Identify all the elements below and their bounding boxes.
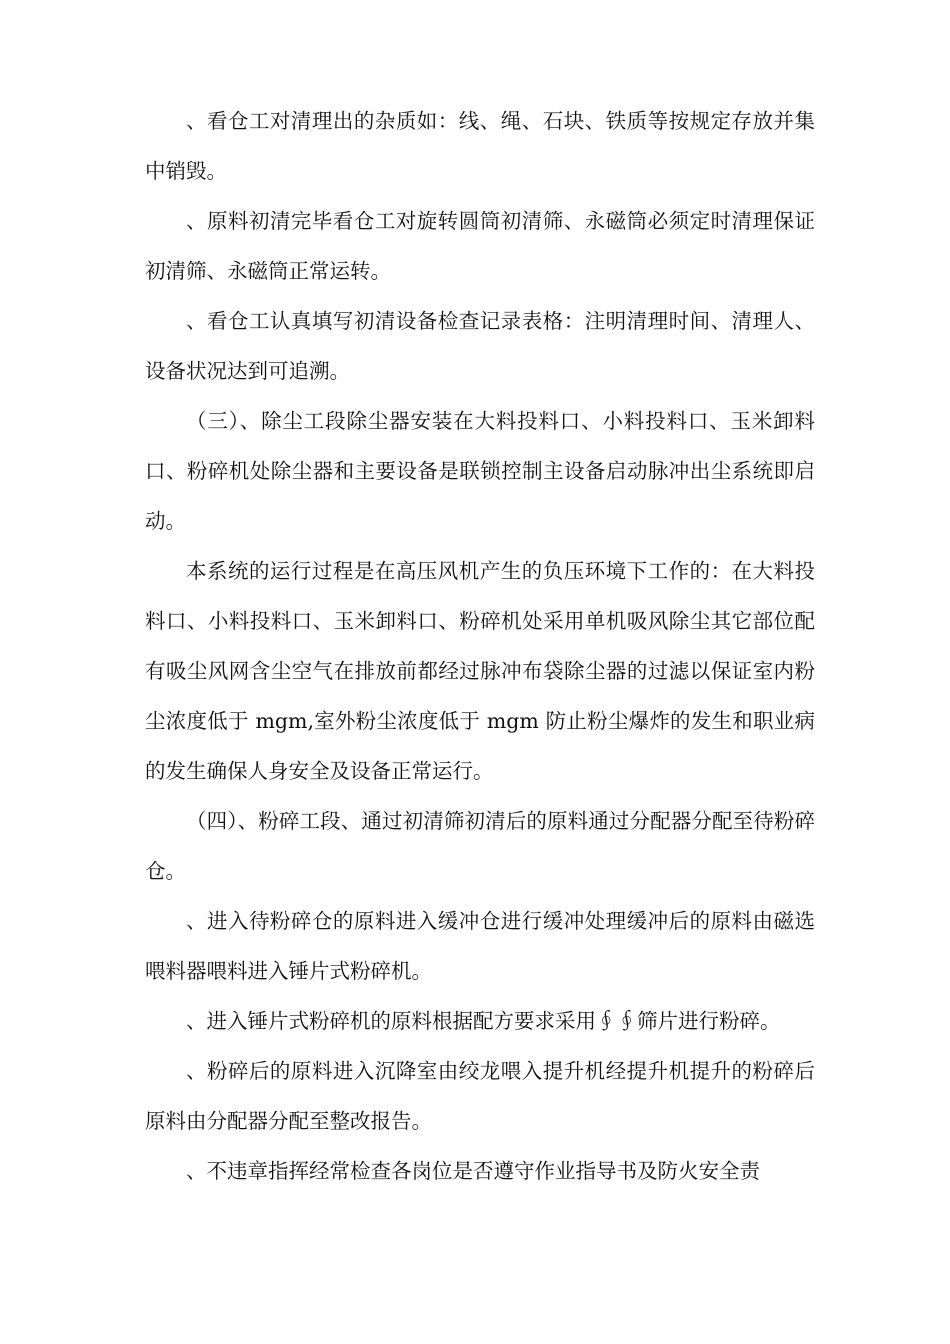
paragraph-5: 本系统的运行过程是在高压风机产生的负压环境下工作的：在大料投料口、小料投料口、玉米卸料口、粉碎机处采用单机吸风除尘其它部位配有吸尘风网含尘空气在排放前都经过脉冲布袋除尘器的过滤以保证室内粉尘浓度低于 mgm,室外粉尘浓度低于 mgm 防止粉尘爆炸的发生和职业病的发生确保人身安全及设备正常运行。 <box>145 559 815 783</box>
paragraph-4: （三）、除尘工段除尘器安装在大料投料口、小料投料口、玉米卸料口、粉碎机处除尘器和主要设备是联锁控制主设备启动脉冲出尘系统即启动。 <box>145 409 815 533</box>
document-body <box>145 96 815 1196</box>
paragraph-2: 、原料初清完毕看仓工对旋转圆筒初清筛、永磁筒必须定时清理保证初清筛、永磁筒正常运转。 <box>145 209 815 283</box>
paragraph-6: （四）、粉碎工段、通过初清筛初清后的原料通过分配器分配至待粉碎仓。 <box>145 809 815 883</box>
paragraph-10: 、不违章指挥经常检查各岗位是否遵守作业指导书及防火安全责 <box>186 1159 760 1183</box>
paragraph-1: 、看仓工对清理出的杂质如：线、绳、石块、铁质等按规定存放并集中销毁。 <box>145 109 815 183</box>
paragraph-9: 、粉碎后的原料进入沉降室由绞龙喂入提升机经提升机提升的粉碎后原料由分配器分配至整改报告。 <box>145 1059 815 1133</box>
paragraph-7: 、进入待粉碎仓的原料进入缓冲仓进行缓冲处理缓冲后的原料由磁选喂料器喂料进入锤片式粉碎机。 <box>145 909 815 983</box>
paragraph-8: 、进入锤片式粉碎机的原料根据配方要求采用∮∮筛片进行粉碎。 <box>186 1009 781 1033</box>
paragraph-3: 、看仓工认真填写初清设备检查记录表格：注明清理时间、清理人、设备状况达到可追溯。 <box>145 309 815 383</box>
